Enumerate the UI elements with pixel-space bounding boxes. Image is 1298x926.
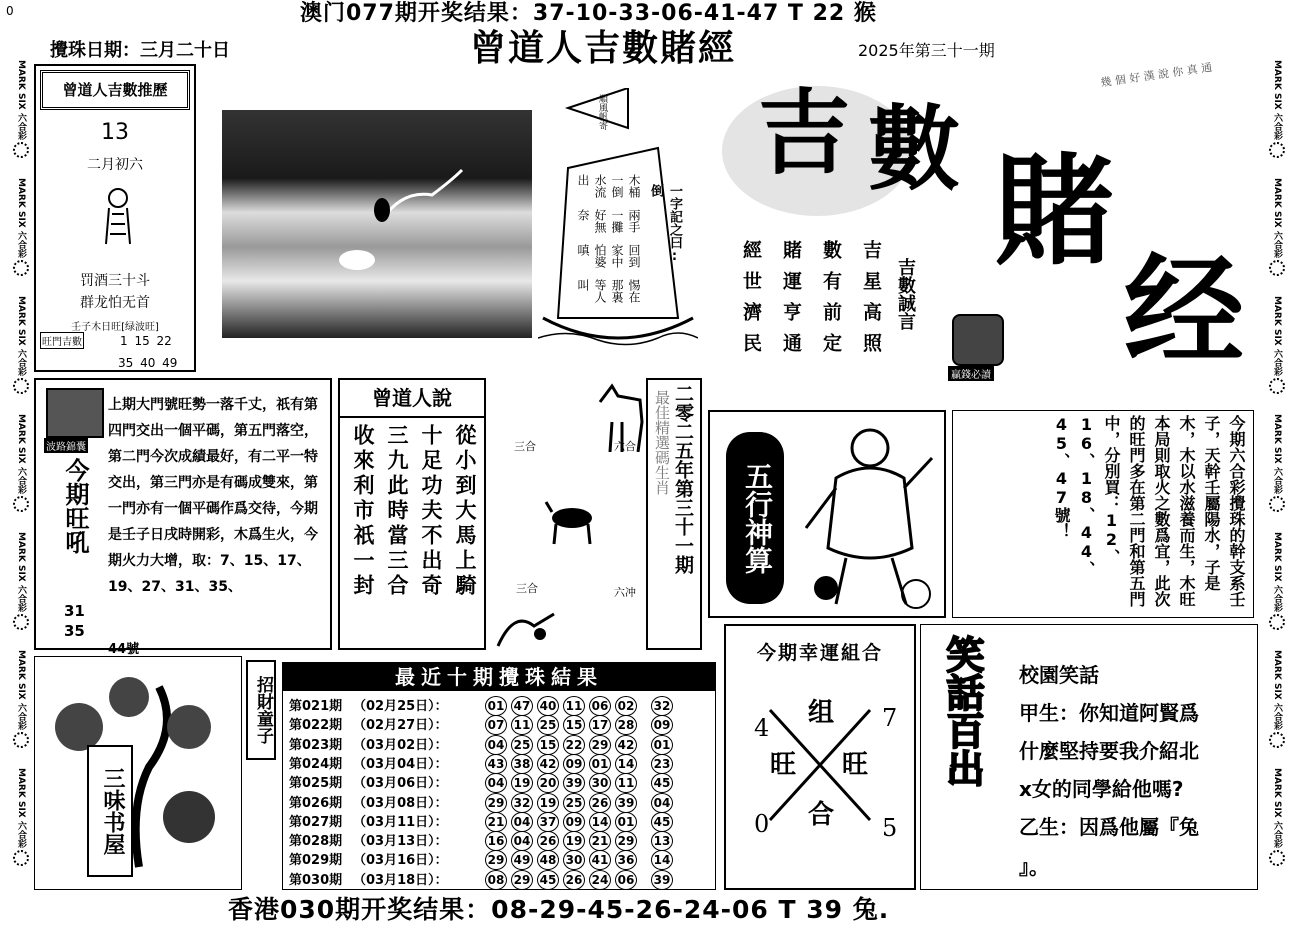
number-ball: 04 [511,831,533,851]
number-ball: 16 [485,831,507,851]
sail-poem-line: 兩手一攤好無奈 [576,209,641,233]
lucky-top-char: 组 [808,698,835,728]
table-row [289,869,675,890]
zodiac-faint-text: 最佳精選碼生肖 [653,390,671,495]
zodiac-label: 六冲 [614,586,636,599]
boy-picture-panel [34,656,242,890]
date-cell: （03月08日）： [353,795,448,811]
joke-badge: 笑話百出 [940,635,984,787]
number-ball: 40 [537,696,559,716]
number-ball: 01 [615,812,637,832]
period-cell: 第025期 [289,776,343,792]
must-read-badge: 贏錢必讀 [948,366,994,381]
money-hand-icon [952,314,1004,366]
date-cell: （02月27日）： [353,718,448,734]
deity-figure-icon [796,418,936,612]
number-ball: 04 [485,735,507,755]
rabbit-icon [494,606,564,650]
table-row [289,714,675,735]
lucky-numbers-row-2: 35 40 49 [118,356,178,370]
number-ball: 39 [563,773,585,793]
joke-line: 乙生：因爲他屬『兔 [1019,815,1199,839]
table-row [289,734,675,755]
number-ball: 06 [615,870,637,890]
date-cell: （03月18日）： [353,872,448,888]
number-ball: 02 [615,696,637,716]
says-column-3: 三九此時當三合 [385,424,409,599]
day-number: 13 [101,120,129,145]
number-ball: 49 [511,850,533,870]
corner-mark: 0 [6,4,14,18]
special-number-ball: 45 [651,773,673,793]
main-title: 曾道人吉數賭經 [470,27,737,69]
number-ball: 19 [563,831,585,851]
period-cell: 第022期 [289,718,343,734]
tiger-icon [98,184,138,248]
date-cell: （03月06日）： [353,776,448,792]
analysis-panel [952,410,1254,618]
number-ball: 21 [485,812,507,832]
lucky-numbers-label: 旺門吉數 [40,332,84,349]
left-side-strip: MARK SIX 六合彩 MARK SIX 六合彩 MARK SIX 六合彩 MARK SIX 六合彩 MARK SIX 六合彩 MARK SIX 六合彩 MARK SIX 六合彩 [12,60,30,910]
number-ball: 38 [511,754,533,774]
number-ball: 39 [615,793,637,813]
number-ball: 45 [537,870,559,890]
zodiac-label: 三合 [514,440,536,453]
number-ball: 11 [615,773,637,793]
quote-column-3: 賭運亨通 [780,240,802,364]
date-cell: （03月11日）： [353,814,448,830]
lucky-number: 5 [882,814,898,842]
quote-column-2: 數有前定 [820,240,842,364]
number-ball: 04 [511,812,533,832]
special-number-ball: 01 [651,735,673,755]
issue-label: 2025年第三十一期 [858,41,995,60]
special-number-ball: 39 [651,870,673,890]
number-ball: 28 [615,715,637,735]
sail-poem-line: 回到家中怕婆嗔 [576,244,641,268]
top-lottery-result: 澳门077期开奖结果：37-10-33-06-41-47 T 22 猴 [300,1,877,26]
lucky-title: 今期幸運組合 [756,642,883,664]
says-title: 曾道人說 [340,380,484,418]
logo-char-4: 经 [1124,241,1244,382]
number-ball: 21 [589,831,611,851]
day-note: 壬子木日旺[绿波旺] [71,322,159,333]
quote-title: 吉數誠言 [895,258,916,330]
period-cell: 第023期 [289,737,343,753]
number-ball: 01 [485,696,507,716]
number-ball: 11 [511,715,533,735]
number-ball: 09 [563,754,585,774]
sail-ship-picture [538,88,698,358]
wave-tips-panel [34,378,332,657]
number-ball: 29 [615,831,637,851]
sail-poem [574,174,642,314]
sail-flag-text: 順風帆寄 [597,94,607,130]
number-ball: 24 [589,870,611,890]
number-ball: 09 [563,812,585,832]
joke-line: x女的同學給他嗎? [1019,777,1184,801]
lucky-number: 4 [754,714,770,742]
zodiac-panel [494,378,706,650]
number-ball: 15 [563,715,585,735]
number-ball: 15 [537,735,559,755]
number-ball: 25 [563,793,585,813]
number-ball: 26 [537,831,559,851]
period-cell: 第030期 [289,872,343,888]
number-ball: 29 [589,735,611,755]
says-column-4: 收來利市祇一封 [351,424,375,599]
calendar-panel [34,64,196,372]
special-number-ball: 23 [651,754,673,774]
number-ball: 07 [485,715,507,735]
tree-icon [39,667,235,881]
number-ball: 19 [511,773,533,793]
number-ball: 30 [589,773,611,793]
number-ball: 48 [537,850,559,870]
goat-icon [544,494,600,546]
lucky-bottom-char: 合 [808,800,835,830]
sail-poem-line: 惕在那裏等人叫 [576,279,641,303]
special-number-ball: 45 [651,812,673,832]
recent-results-table [282,662,716,890]
sail-poem-line: 木桶一倒水流出 [576,174,641,198]
number-ball: 22 [563,735,585,755]
draw-date: 攪珠日期：三月二十日 [50,40,230,61]
lucky-numbers-row-1: 1 15 22 [120,334,172,348]
says-column-2: 十足功夫不出奇 [419,424,443,599]
faint-seal-text: 幾 個 好 漢 說 你 真 通 [1099,60,1213,90]
lunar-date: 二月初六 [87,157,143,173]
deity-title: 五行神算 [726,432,784,604]
horse-badge-icon [46,388,104,438]
zodiac-label: 三合 [516,582,538,595]
table-row [289,753,675,774]
date-cell: （02月25日）： [353,699,448,714]
number-ball: 20 [537,773,559,793]
period-cell: 第027期 [289,814,343,830]
number-ball: 29 [485,850,507,870]
period-cell: 第021期 [289,699,343,714]
number-ball: 04 [485,773,507,793]
lucky-number: 7 [882,704,898,732]
number-ball: 14 [615,754,637,774]
book-house-sign: 三味书屋 [87,745,133,877]
period-cell: 第029期 [289,853,343,869]
lucky-number: 0 [754,810,770,838]
wave-headline: 今期旺吼 [61,458,89,554]
period-cell: 第026期 [289,795,343,811]
number-ball: 43 [485,754,507,774]
zodiac-label: 六合 [614,440,636,453]
analysis-text: 今期六合彩攪珠的幹支系壬子，天幹壬屬陽水，子是木，木以水滋養而生，木旺本局則取火之數爲宜，此次的旺門多在第二門和第五門中，分別買：12、16、18、44、45、47號！ [1052,415,1246,607]
table-row [289,695,675,716]
table-row [289,772,675,793]
special-number-ball: 14 [651,850,673,870]
number-ball: 29 [511,870,533,890]
number-ball: 37 [537,812,559,832]
calendar-title: 曾道人吉數推歷 [40,70,190,110]
special-number-ball: 13 [651,831,673,851]
lucky-left-char: 旺 [770,750,797,780]
date-cell: （03月13日）： [353,834,448,850]
deity-panel [708,410,946,618]
table-row [289,849,675,870]
word-of-the-day: 一字記之曰:倒 [648,184,682,264]
quote-column-4: 經世濟民 [740,240,762,364]
number-ball: 14 [589,812,611,832]
number-ball: 41 [589,850,611,870]
special-number-ball: 09 [651,715,673,735]
logo-char-1: 吉 [758,79,851,187]
joke-panel [920,624,1258,890]
number-ball: 42 [537,754,559,774]
date-cell: （03月02日）： [353,737,448,753]
date-cell: （03月04日）： [353,756,448,772]
lucky-combination-panel [724,624,916,890]
says-column-1: 從小到大馬上騎 [453,424,477,599]
table-row [289,811,675,832]
table-row [289,830,675,851]
quote-column-1: 吉星高照 [860,240,882,364]
zodiac-vertical-box [646,378,702,650]
date-cell: （03月16日）： [353,853,448,869]
number-ball: 06 [589,696,611,716]
number-ball: 11 [563,696,585,716]
number-ball: 26 [589,793,611,813]
period-cell: 第024期 [289,756,343,772]
number-ball: 19 [537,793,559,813]
table-row [289,792,675,813]
bottom-lottery-result: 香港030期开奖结果：08-29-45-26-24-06 T 39 兔. [228,895,890,924]
lucky-right-char: 旺 [842,750,869,780]
wave-extra-number: 31 [64,602,85,620]
number-ball: 32 [511,793,533,813]
wave-badge: 波路錦囊 [44,438,88,453]
wave-body-text: 上期大門號旺勢一落千丈，祇有第四門交出一個平碼，第五門落空，第二門今次成績最好，有二平一特交出，第三門亦是有碼成雙來，第一門亦有一個平碼作爲交待，今期是壬子日戌時開彩，木爲生火，今期火力大增，取：7、15、17、19、27、31、35、 [108,397,318,595]
wave-extra-number: 44號 [108,642,140,657]
zodiac-vertical-issue: 二零二五年第三十一期 [672,384,694,574]
right-side-strip: MARK SIX 六合彩 MARK SIX 六合彩 MARK SIX 六合彩 MARK SIX 六合彩 MARK SIX 六合彩 MARK SIX 六合彩 MARK SIX 六合彩 [1268,60,1286,910]
says-panel [338,378,486,650]
number-ball: 36 [615,850,637,870]
results-title: 最近十期攪珠結果 [283,663,715,691]
logo-char-2: 數 [868,95,961,203]
number-ball: 30 [563,850,585,870]
crane-bird-icon [222,110,532,338]
number-ball: 01 [589,754,611,774]
wave-extra-number: 35 [64,622,85,640]
joke-line: 什麼堅持要我介紹北 [1019,739,1199,763]
special-number-ball: 04 [651,793,673,813]
landscape-image [222,110,532,338]
number-ball: 42 [615,735,637,755]
number-ball: 25 [537,715,559,735]
period-cell: 第028期 [289,834,343,850]
joke-title: 校園笑話 [1019,663,1099,687]
number-ball: 47 [511,696,533,716]
lucky-boy-label: 招財童子 [246,660,276,760]
number-ball: 29 [485,793,507,813]
number-ball: 26 [563,870,585,890]
logo-char-3: 賭 [994,141,1114,282]
number-ball: 08 [485,870,507,890]
joke-line: 』。 [1019,855,1049,879]
joke-line: 甲生：你知道阿賢爲 [1019,701,1199,725]
special-number-ball: 32 [651,696,673,716]
number-ball: 17 [589,715,611,735]
poem-line-1: 罚酒三十斗 [80,273,150,289]
poem-line-2: 群龙怕无首 [80,295,150,311]
number-ball: 25 [511,735,533,755]
